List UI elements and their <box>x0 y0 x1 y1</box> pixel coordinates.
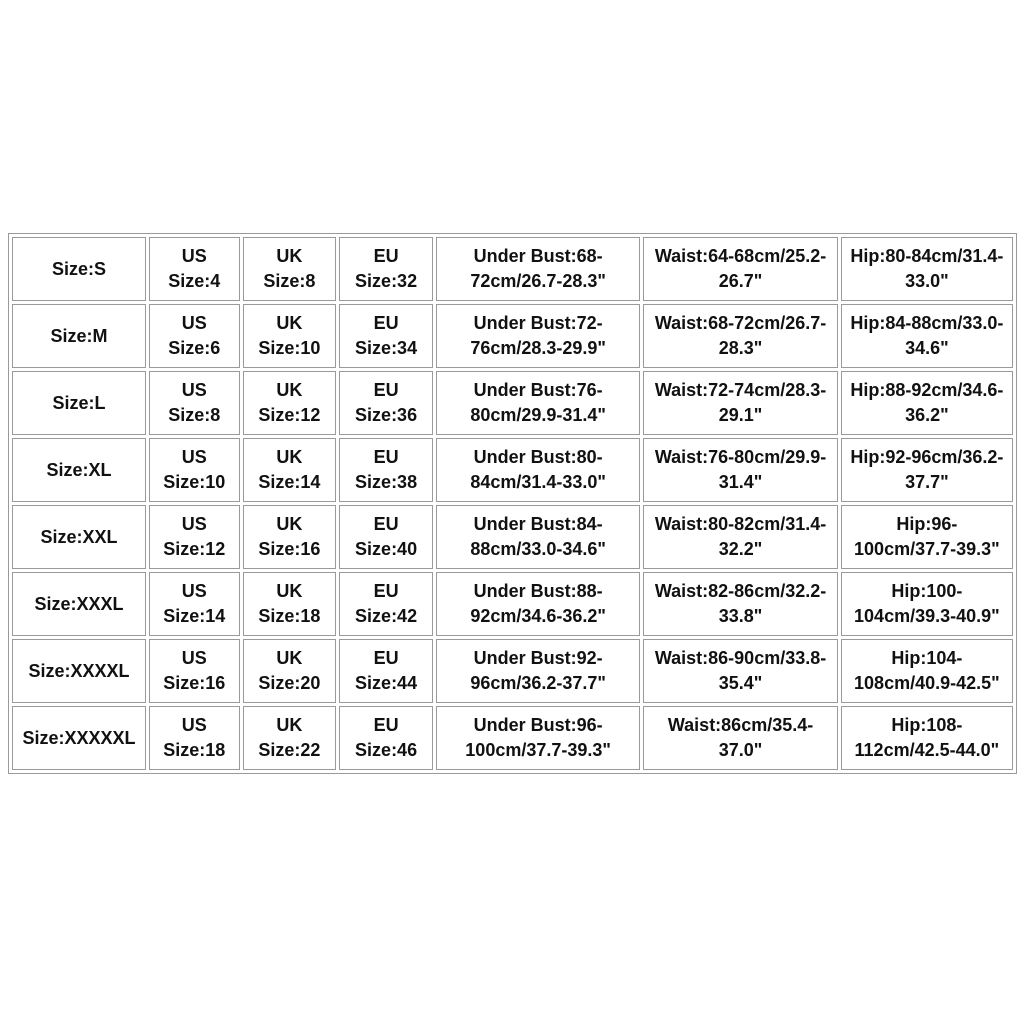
cell-text-line: Size:14 <box>163 606 226 626</box>
cell-text-line: Size:16 <box>163 673 226 693</box>
cell-text-line: Size:18 <box>163 740 226 760</box>
cell-text-line: 36.2" <box>905 405 949 425</box>
uk-size-cell <box>243 706 337 770</box>
waist-cell <box>643 639 837 703</box>
cell-text-line: Under Bust:72- <box>473 313 603 333</box>
cell-text-line: EU <box>373 447 399 467</box>
cell-text-line: Size:10 <box>258 338 321 358</box>
hip-cell <box>841 572 1013 636</box>
eu-size-cell <box>339 639 433 703</box>
under-bust-cell <box>436 572 640 636</box>
cell-text-line: 76cm/28.3-29.9" <box>470 338 606 358</box>
cell-text-line: US <box>181 648 207 668</box>
cell-text-line: 33.8" <box>718 606 763 626</box>
cell-text-line: UK <box>276 514 303 534</box>
uk-size-cell <box>243 237 337 301</box>
waist-cell <box>643 505 837 569</box>
size-chart-table <box>8 233 1017 774</box>
cell-text-line: EU <box>373 715 399 735</box>
cell-text-line: Size:18 <box>258 606 321 626</box>
cell-text-line: Size:12 <box>258 405 321 425</box>
cell-text-line: Hip:108- <box>891 715 963 735</box>
cell-text-line: EU <box>373 648 399 668</box>
cell-text-line: 112cm/42.5-44.0" <box>854 740 1000 760</box>
us-size-cell <box>149 572 240 636</box>
cell-text-line: Size:14 <box>258 472 321 492</box>
cell-text-line: Hip:92-96cm/36.2- <box>850 447 1004 467</box>
hip-cell <box>841 371 1013 435</box>
size-row <box>12 572 1013 636</box>
size-cell: Size:XXXL <box>12 572 146 636</box>
cell-text-line: Waist:64-68cm/25.2- <box>654 246 827 266</box>
eu-size-cell <box>339 438 433 502</box>
cell-text-line: Size:4 <box>168 271 221 291</box>
cell-text-line: Waist:68-72cm/26.7- <box>654 313 827 333</box>
cell-text-line: US <box>181 246 207 266</box>
waist-cell <box>643 371 837 435</box>
waist-cell <box>643 237 837 301</box>
hip-cell <box>841 706 1013 770</box>
uk-size-cell <box>243 572 337 636</box>
cell-text-line: 88cm/33.0-34.6" <box>470 539 606 559</box>
size-row <box>12 438 1013 502</box>
eu-size-cell <box>339 237 433 301</box>
under-bust-cell <box>436 639 640 703</box>
cell-text-line: Waist:82-86cm/32.2- <box>654 581 827 601</box>
waist-cell <box>643 572 837 636</box>
cell-text-line: US <box>181 313 207 333</box>
under-bust-cell <box>436 505 640 569</box>
cell-text-line: Size:20 <box>258 673 321 693</box>
cell-text-line: Waist:86-90cm/33.8- <box>654 648 827 668</box>
cell-text-line: 100cm/37.7-39.3" <box>465 740 611 760</box>
cell-text-line: Hip:88-92cm/34.6- <box>850 380 1004 400</box>
cell-text-line: 32.2" <box>718 539 763 559</box>
uk-size-cell <box>243 438 337 502</box>
eu-size-cell <box>339 706 433 770</box>
cell-text-line: EU <box>373 514 399 534</box>
cell-text-line: Size:10 <box>163 472 226 492</box>
cell-text-line: Size:38 <box>355 472 418 492</box>
cell-text-line: Size:8 <box>168 405 221 425</box>
cell-text-line: Size:44 <box>355 673 418 693</box>
us-size-cell <box>149 304 240 368</box>
cell-text-line: Under Bust:76- <box>473 380 603 400</box>
eu-size-cell <box>339 304 433 368</box>
cell-text-line: 29.1" <box>718 405 763 425</box>
size-row <box>12 505 1013 569</box>
cell-text-line: 84cm/31.4-33.0" <box>470 472 606 492</box>
cell-text-line: EU <box>373 581 399 601</box>
cell-text-line: UK <box>276 447 303 467</box>
size-row <box>12 304 1013 368</box>
under-bust-cell <box>436 304 640 368</box>
hip-cell <box>841 639 1013 703</box>
cell-text-line: Waist:72-74cm/28.3- <box>654 380 827 400</box>
us-size-cell <box>149 639 240 703</box>
cell-text-line: Hip:80-84cm/31.4- <box>850 246 1004 266</box>
cell-text-line: EU <box>373 313 399 333</box>
uk-size-cell <box>243 639 337 703</box>
cell-text-line: 35.4" <box>718 673 763 693</box>
size-cell: Size:S <box>12 237 146 301</box>
us-size-cell <box>149 438 240 502</box>
cell-text-line: Under Bust:84- <box>473 514 603 534</box>
cell-text-line: 72cm/26.7-28.3" <box>470 271 606 291</box>
cell-text-line: 96cm/36.2-37.7" <box>470 673 606 693</box>
cell-text-line: UK <box>276 581 303 601</box>
cell-text-line: 28.3" <box>718 338 763 358</box>
hip-cell <box>841 505 1013 569</box>
cell-text-line: Under Bust:96- <box>473 715 603 735</box>
us-size-cell <box>149 706 240 770</box>
us-size-cell <box>149 505 240 569</box>
cell-text-line: Size:34 <box>355 338 418 358</box>
us-size-cell <box>149 371 240 435</box>
cell-text-line: 33.0" <box>905 271 949 291</box>
size-cell: Size:M <box>12 304 146 368</box>
cell-text-line: 104cm/39.3-40.9" <box>854 606 1000 626</box>
cell-text-line: EU <box>373 246 399 266</box>
cell-text-line: Waist:86cm/35.4- <box>667 715 814 735</box>
eu-size-cell <box>339 572 433 636</box>
hip-cell <box>841 438 1013 502</box>
cell-text-line: Size:16 <box>258 539 321 559</box>
size-cell: Size:L <box>12 371 146 435</box>
cell-text-line: 80cm/29.9-31.4" <box>470 405 606 425</box>
cell-text-line: 34.6" <box>905 338 949 358</box>
cell-text-line: UK <box>276 246 303 266</box>
uk-size-cell <box>243 304 337 368</box>
cell-text-line: Size:8 <box>263 271 316 291</box>
cell-text-line: Size:32 <box>355 271 418 291</box>
cell-text-line: Size:12 <box>163 539 226 559</box>
eu-size-cell <box>339 505 433 569</box>
cell-text-line: Size:42 <box>355 606 418 626</box>
cell-text-line: UK <box>276 715 303 735</box>
waist-cell <box>643 304 837 368</box>
cell-text-line: 37.0" <box>718 740 763 760</box>
cell-text-line: 26.7" <box>718 271 763 291</box>
cell-text-line: UK <box>276 648 303 668</box>
cell-text-line: Size:40 <box>355 539 418 559</box>
us-size-cell <box>149 237 240 301</box>
eu-size-cell <box>339 371 433 435</box>
waist-cell <box>643 706 837 770</box>
under-bust-cell <box>436 706 640 770</box>
cell-text-line: US <box>181 715 207 735</box>
cell-text-line: Under Bust:68- <box>473 246 603 266</box>
size-cell: Size:XXXXXL <box>12 706 146 770</box>
cell-text-line: UK <box>276 313 303 333</box>
cell-text-line: Hip:84-88cm/33.0- <box>850 313 1004 333</box>
cell-text-line: Size:22 <box>258 740 321 760</box>
under-bust-cell <box>436 371 640 435</box>
cell-text-line: EU <box>373 380 399 400</box>
cell-text-line: 100cm/37.7-39.3" <box>854 539 1000 559</box>
size-cell: Size:XXL <box>12 505 146 569</box>
size-row <box>12 371 1013 435</box>
cell-text-line: US <box>181 514 207 534</box>
cell-text-line: Under Bust:80- <box>473 447 603 467</box>
cell-text-line: Waist:80-82cm/31.4- <box>654 514 827 534</box>
uk-size-cell <box>243 371 337 435</box>
size-cell: Size:XL <box>12 438 146 502</box>
hip-cell <box>841 304 1013 368</box>
cell-text-line: UK <box>276 380 303 400</box>
size-row <box>12 706 1013 770</box>
waist-cell <box>643 438 837 502</box>
cell-text-line: US <box>181 447 207 467</box>
cell-text-line: Hip:100- <box>891 581 963 601</box>
cell-text-line: US <box>181 581 207 601</box>
cell-text-line: 31.4" <box>718 472 763 492</box>
cell-text-line: US <box>181 380 207 400</box>
cell-text-line: Hip:96- <box>896 514 958 534</box>
cell-text-line: Size:36 <box>355 405 418 425</box>
cell-text-line: Under Bust:88- <box>473 581 603 601</box>
size-row <box>12 639 1013 703</box>
cell-text-line: Waist:76-80cm/29.9- <box>654 447 827 467</box>
size-chart-body <box>12 237 1013 770</box>
cell-text-line: Hip:104- <box>891 648 963 668</box>
cell-text-line: 92cm/34.6-36.2" <box>470 606 606 626</box>
under-bust-cell <box>436 237 640 301</box>
cell-text-line: Size:46 <box>355 740 418 760</box>
under-bust-cell <box>436 438 640 502</box>
cell-text-line: Under Bust:92- <box>473 648 603 668</box>
cell-text-line: 37.7" <box>905 472 949 492</box>
size-row <box>12 237 1013 301</box>
cell-text-line: 108cm/40.9-42.5" <box>854 673 1000 693</box>
uk-size-cell <box>243 505 337 569</box>
size-cell: Size:XXXXL <box>12 639 146 703</box>
hip-cell <box>841 237 1013 301</box>
cell-text-line: Size:6 <box>168 338 221 358</box>
